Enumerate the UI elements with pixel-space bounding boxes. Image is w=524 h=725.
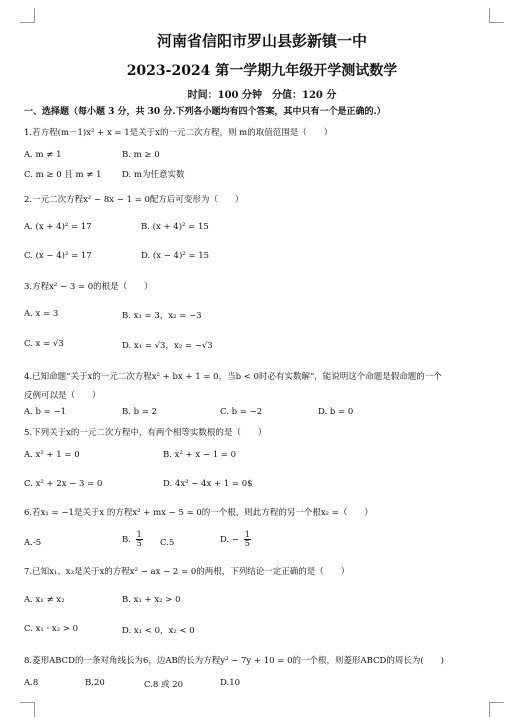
exam-title: 2023-2024 第一学期九年级开学测试数学 <box>126 63 398 79</box>
question-3-option-d: D. x₁ = √3，x₂ = −√3 <box>122 341 213 351</box>
question-6-option-c: C.5 <box>160 538 175 548</box>
question-7-option-a: A. x₁ ≠ x₂ <box>24 595 65 605</box>
crop-mark-bottom-right <box>489 702 504 717</box>
question-2-option-b: B. (x + 4)² = 15 <box>141 222 209 232</box>
question-1-option-a: A. m ≠ 1 <box>24 150 62 160</box>
question-6-option-d-prefix: D. − <box>220 535 240 545</box>
question-8-option-b: B.20 <box>85 678 105 688</box>
question-7-stem: 7.已知x₁、x₂是关于x的方程x² − ax − 2 = 0的两根，下列结论一定正确的是（ ） <box>24 567 350 577</box>
question-8-stem: 8.菱形ABCD的一条对角线长为6，边AB的长为方程y² − 7y + 10 = 0的一个根，则菱形ABCD的周长为( ) <box>24 656 444 666</box>
question-5-option-a: A. x² + 1 = 0 <box>24 450 80 460</box>
exam-meta: 时间：100 分钟 分值：120 分 <box>187 90 337 101</box>
fraction-denominator: 5 <box>244 539 250 548</box>
question-6-option-d <box>220 531 251 548</box>
question-5-option-b: B. x² + x − 1 = 0 <box>163 450 237 460</box>
question-5-stem: 5.下列关于x的一元二次方程中，有两个相等实数根的是（ ） <box>24 428 267 438</box>
question-6-stem: 6.若x₁ = −1是关于x 的方程x² + mx − 5 = 0的一个根，则此方程的另一个根x₂ =（ ） <box>24 508 373 518</box>
question-8-option-d: D.10 <box>220 678 241 688</box>
question-8-option-a: A.8 <box>24 678 39 688</box>
question-7-option-d: D. x₁ < 0，x₂ < 0 <box>122 626 195 636</box>
fraction-denominator: 5 <box>136 539 142 548</box>
fraction-numerator: 1 <box>136 530 142 539</box>
question-3-option-a: A. x = 3 <box>24 309 59 319</box>
question-6-option-b-prefix: B. <box>122 535 131 545</box>
question-4-option-c: C. b = −2 <box>220 407 263 417</box>
crop-mark-top-left <box>20 8 35 23</box>
question-3-stem: 3.方程x² − 3 = 0的根是（ ） <box>24 282 153 292</box>
question-4-stem-line-2: 反例可以是（ ） <box>24 391 101 401</box>
question-6-option-d-fraction <box>244 531 251 548</box>
question-5-option-d: D. 4x² − 4x + 1 = 0$ <box>163 479 253 489</box>
question-1-option-d: D. m为任意实数 <box>122 170 185 180</box>
question-6-option-b <box>122 531 143 548</box>
question-7-option-b: B. x₁ + x₂ > 0 <box>122 595 181 605</box>
question-6-option-b-fraction <box>136 531 143 548</box>
question-6-option-a: A.-5 <box>24 538 42 548</box>
question-4-stem-line-1: 4.已知命题“关于x的一元二次方程x² + bx + 1 = 0，当b < 0时必有实数解”，能说明这个命题是假命题的一个 <box>24 372 442 382</box>
question-4-option-d: D. b = 0 <box>318 407 354 417</box>
question-4-option-b: B. b = 2 <box>122 407 158 417</box>
question-2-option-c: C. (x − 4)² = 17 <box>24 251 92 261</box>
question-1-stem: 1.若方程(m－1)x² + x = 1是关于x的一元二次方程，则 m的取值范围是（ ） <box>24 128 333 138</box>
question-2-stem: 2.一元二次方程x² − 8x − 1 = 0配方后可变形为（ ） <box>24 195 244 205</box>
question-3-option-c: C. x = √3 <box>24 339 64 349</box>
school-title: 河南省信阳市罗山县彭新镇一中 <box>156 32 367 50</box>
question-8-option-c: C.8 或 20 <box>144 680 184 690</box>
crop-mark-bottom-left <box>20 702 35 717</box>
crop-mark-top-right <box>489 8 504 23</box>
question-2-option-a: A. (x + 4)² = 17 <box>24 222 92 232</box>
fraction-numerator: 1 <box>244 530 250 539</box>
question-1-option-b: B. m ≥ 0 <box>122 150 160 160</box>
question-4-option-a: A. b = −1 <box>24 407 67 417</box>
question-3-option-b: B. x₁ = 3，x₂ = −3 <box>122 311 202 321</box>
section-heading: 一、选择题（每小题 3 分，共 30 分.下列各小题均有四个答案，其中只有一个是正确的.） <box>24 107 386 117</box>
question-5-option-c: C. x² + 2x − 3 = 0 <box>24 479 103 489</box>
question-1-option-c: C. m ≥ 0 且 m ≠ 1 <box>24 170 102 180</box>
question-2-option-d: D. (x − 4)² = 15 <box>141 251 210 261</box>
question-7-option-c: C. x₁ · x₂ > 0 <box>24 624 79 634</box>
